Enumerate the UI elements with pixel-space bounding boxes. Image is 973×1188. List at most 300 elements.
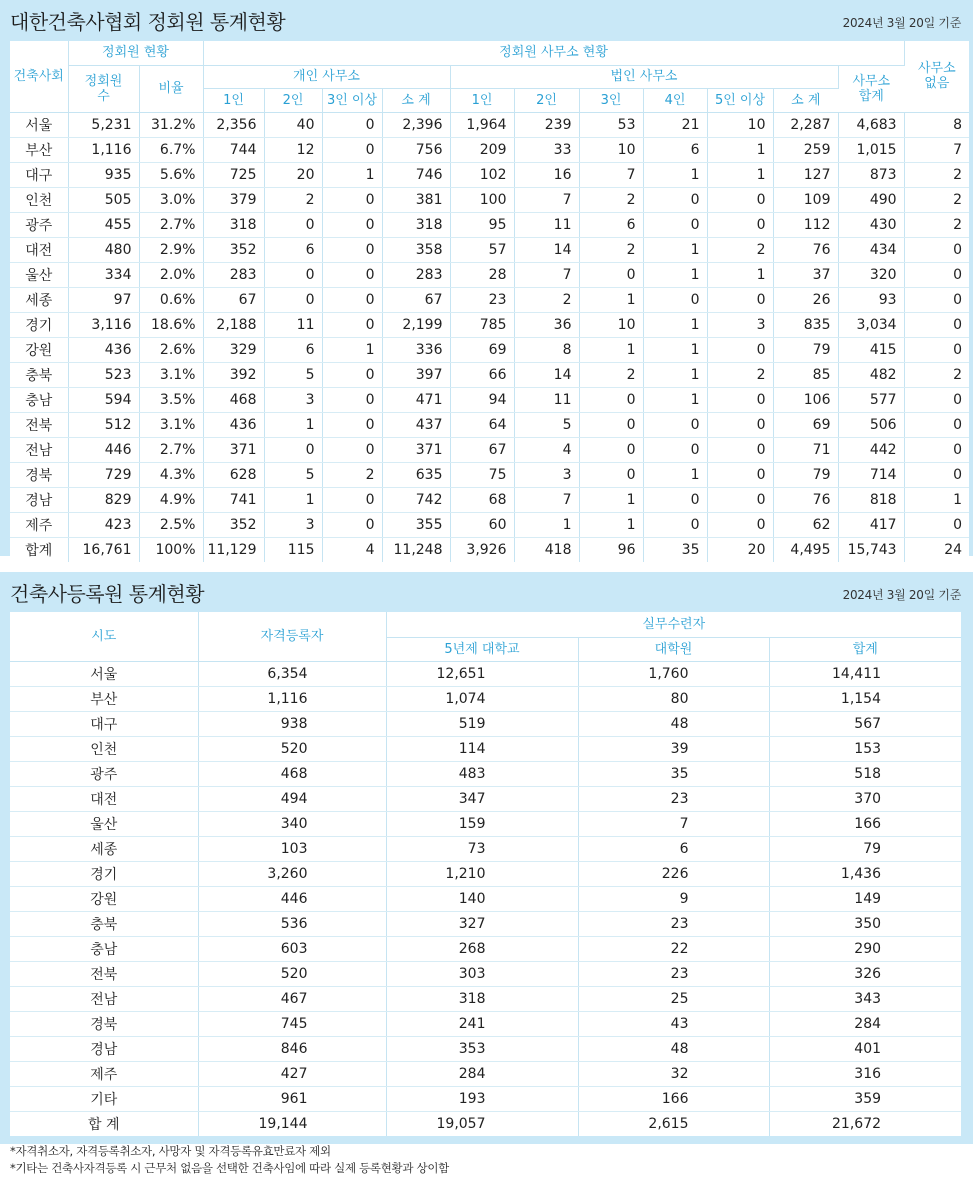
value-cell: 0 bbox=[707, 212, 773, 237]
region-cell: 경북 bbox=[10, 462, 68, 487]
value-cell: 2 bbox=[579, 187, 643, 212]
value-cell: 6 bbox=[643, 137, 707, 162]
region-cell: 인천 bbox=[10, 736, 198, 761]
value-cell: 3 bbox=[264, 512, 322, 537]
value-cell: 11 bbox=[514, 387, 579, 412]
value-cell: 127 bbox=[773, 162, 838, 187]
value-cell: 1 bbox=[322, 337, 382, 362]
value-cell: 379 bbox=[203, 187, 264, 212]
value-cell: 2.7% bbox=[139, 437, 203, 462]
value-cell: 1 bbox=[322, 162, 382, 187]
value-cell: 75 bbox=[450, 462, 514, 487]
value-cell: 873 bbox=[838, 162, 904, 187]
value-cell: 25 bbox=[578, 986, 769, 1011]
value-cell: 76 bbox=[773, 237, 838, 262]
value-cell: 417 bbox=[838, 512, 904, 537]
value-cell: 3.0% bbox=[139, 187, 203, 212]
value-cell: 756 bbox=[382, 137, 450, 162]
value-cell: 1,964 bbox=[450, 112, 514, 137]
region-cell: 기타 bbox=[10, 1086, 198, 1111]
header-office-status: 정회원 사무소 현황 bbox=[203, 41, 904, 65]
value-cell: 140 bbox=[386, 886, 578, 911]
value-cell: 7 bbox=[514, 487, 579, 512]
value-cell: 1,210 bbox=[386, 861, 578, 886]
value-cell: 26 bbox=[773, 287, 838, 312]
value-cell: 8 bbox=[904, 112, 969, 137]
value-cell: 115 bbox=[264, 537, 322, 562]
value-cell: 381 bbox=[382, 187, 450, 212]
value-cell: 14 bbox=[514, 362, 579, 387]
value-cell: 68 bbox=[450, 487, 514, 512]
header-graduate-school: 대학원 bbox=[578, 637, 769, 661]
value-cell: 520 bbox=[198, 961, 386, 986]
value-cell: 0 bbox=[904, 312, 969, 337]
value-cell: 0 bbox=[904, 337, 969, 362]
value-cell: 22 bbox=[578, 936, 769, 961]
value-cell: 2.7% bbox=[139, 212, 203, 237]
value-cell: 0 bbox=[264, 262, 322, 287]
header-ratio: 비율 bbox=[139, 65, 203, 112]
value-cell: 112 bbox=[773, 212, 838, 237]
value-cell: 67 bbox=[203, 287, 264, 312]
value-cell: 1 bbox=[643, 237, 707, 262]
value-cell: 1 bbox=[643, 362, 707, 387]
value-cell: 5.6% bbox=[139, 162, 203, 187]
table-row bbox=[10, 387, 969, 412]
region-cell: 전남 bbox=[10, 437, 68, 462]
value-cell: 21,672 bbox=[832, 1115, 882, 1132]
value-cell: 490 bbox=[838, 187, 904, 212]
value-cell: 2 bbox=[904, 187, 969, 212]
value-cell: 0 bbox=[322, 137, 382, 162]
table-row bbox=[10, 661, 961, 686]
value-cell: 0 bbox=[322, 487, 382, 512]
value-cell: 12 bbox=[264, 137, 322, 162]
value-cell: 0 bbox=[904, 462, 969, 487]
member-stats-table bbox=[10, 41, 969, 562]
table-row bbox=[10, 512, 969, 537]
header-trainee: 실무수련자 bbox=[386, 612, 961, 637]
value-cell: 427 bbox=[198, 1061, 386, 1086]
region-cell: 세종 bbox=[10, 287, 68, 312]
value-cell: 2 bbox=[707, 362, 773, 387]
value-cell: 284 bbox=[386, 1061, 578, 1086]
region-cell: 전남 bbox=[10, 986, 198, 1011]
value-cell: 67 bbox=[382, 287, 450, 312]
value-cell: 729 bbox=[68, 462, 139, 487]
value-cell: 10 bbox=[707, 112, 773, 137]
value-cell: 785 bbox=[450, 312, 514, 337]
value-cell: 16 bbox=[514, 162, 579, 187]
value-cell: 468 bbox=[198, 761, 386, 786]
member-stats-panel bbox=[0, 0, 973, 559]
table-row bbox=[10, 811, 961, 836]
value-cell: 0 bbox=[707, 387, 773, 412]
region-cell: 충남 bbox=[10, 387, 68, 412]
region-cell: 광주 bbox=[10, 761, 198, 786]
value-cell: 316 bbox=[769, 1061, 961, 1086]
value-cell: 102 bbox=[450, 162, 514, 187]
value-cell: 480 bbox=[68, 237, 139, 262]
value-cell: 471 bbox=[382, 387, 450, 412]
value-cell: 7 bbox=[578, 811, 769, 836]
value-cell: 4,495 bbox=[773, 537, 838, 562]
value-cell: 0 bbox=[707, 187, 773, 212]
value-cell: 0 bbox=[322, 262, 382, 287]
value-cell: 66 bbox=[450, 362, 514, 387]
value-cell: 114 bbox=[386, 736, 578, 761]
value-cell: 11 bbox=[264, 312, 322, 337]
region-cell: 경기 bbox=[10, 312, 68, 337]
region-cell: 합계 bbox=[10, 537, 68, 562]
value-cell: 371 bbox=[203, 437, 264, 462]
header-ind-subtotal: 소 계 bbox=[382, 88, 450, 112]
value-cell: 347 bbox=[386, 786, 578, 811]
region-cell: 충북 bbox=[10, 362, 68, 387]
table-row bbox=[10, 961, 961, 986]
table-row bbox=[10, 911, 961, 936]
value-cell: 2,188 bbox=[203, 312, 264, 337]
value-cell: 2,396 bbox=[382, 112, 450, 137]
value-cell: 829 bbox=[68, 487, 139, 512]
region-cell: 울산 bbox=[10, 811, 198, 836]
value-cell: 6 bbox=[579, 212, 643, 237]
value-cell: 1 bbox=[707, 137, 773, 162]
region-cell: 세종 bbox=[10, 836, 198, 861]
value-cell: 2,356 bbox=[203, 112, 264, 137]
header-corp-5plus: 5인 이상 bbox=[707, 88, 773, 112]
region-cell: 제주 bbox=[10, 512, 68, 537]
table-row bbox=[10, 437, 969, 462]
value-cell: 0 bbox=[322, 437, 382, 462]
value-cell: 94 bbox=[450, 387, 514, 412]
value-cell: 7 bbox=[514, 187, 579, 212]
value-cell: 7 bbox=[904, 137, 969, 162]
header-no-office: 사무소 없음 bbox=[904, 41, 969, 112]
value-cell: 85 bbox=[773, 362, 838, 387]
footnote-2: *기타는 건축사자격등록 시 근무처 없음을 선택한 건축사임에 따라 실제 등록현황과 상이함 bbox=[10, 1161, 449, 1175]
value-cell: 628 bbox=[203, 462, 264, 487]
region-cell: 제주 bbox=[10, 1061, 198, 1086]
value-cell: 2 bbox=[579, 237, 643, 262]
value-cell: 1,015 bbox=[838, 137, 904, 162]
region-cell: 합 계 bbox=[10, 1111, 198, 1136]
value-cell: 744 bbox=[203, 137, 264, 162]
header-region: 건축사회 bbox=[10, 41, 68, 112]
value-cell: 23 bbox=[578, 911, 769, 936]
value-cell: 28 bbox=[450, 262, 514, 287]
region-cell: 부산 bbox=[10, 686, 198, 711]
table-row bbox=[10, 287, 969, 312]
value-cell: 14 bbox=[514, 237, 579, 262]
value-cell: 2 bbox=[322, 462, 382, 487]
value-cell: 79 bbox=[769, 836, 961, 861]
table-row bbox=[10, 711, 961, 736]
table-row bbox=[10, 237, 969, 262]
region-cell: 울산 bbox=[10, 262, 68, 287]
value-cell: 3,116 bbox=[68, 312, 139, 337]
value-cell: 4 bbox=[514, 437, 579, 462]
value-cell: 33 bbox=[514, 137, 579, 162]
value-cell: 2 bbox=[707, 237, 773, 262]
value-cell: 6 bbox=[578, 836, 769, 861]
value-cell: 0 bbox=[643, 212, 707, 237]
region-cell: 경기 bbox=[10, 861, 198, 886]
region-cell: 경북 bbox=[10, 1011, 198, 1036]
value-cell: 334 bbox=[68, 262, 139, 287]
value-cell: 577 bbox=[838, 387, 904, 412]
region-cell: 대구 bbox=[10, 162, 68, 187]
value-cell: 415 bbox=[838, 337, 904, 362]
value-cell: 329 bbox=[203, 337, 264, 362]
value-cell: 437 bbox=[382, 412, 450, 437]
value-cell: 6 bbox=[264, 337, 322, 362]
value-cell: 283 bbox=[382, 262, 450, 287]
registration-stats-title: 건축사등록원 통계현황 bbox=[10, 582, 205, 606]
value-cell: 846 bbox=[198, 1036, 386, 1061]
header-corp-subtotal: 소 계 bbox=[773, 88, 838, 112]
value-cell: 14,411 bbox=[769, 661, 961, 686]
value-cell: 536 bbox=[198, 911, 386, 936]
value-cell: 100 bbox=[450, 187, 514, 212]
value-cell: 18.6% bbox=[139, 312, 203, 337]
value-cell: 352 bbox=[203, 512, 264, 537]
table-row bbox=[10, 1036, 961, 1061]
value-cell: 355 bbox=[382, 512, 450, 537]
table-row bbox=[10, 462, 969, 487]
table-row bbox=[10, 487, 969, 512]
value-cell: 455 bbox=[68, 212, 139, 237]
value-cell: 318 bbox=[386, 986, 578, 1011]
member-stats-date: 2024년 3월 20일 기준 bbox=[842, 16, 961, 30]
value-cell: 0 bbox=[322, 237, 382, 262]
header-corporate-office: 법인 사무소 bbox=[450, 65, 838, 88]
value-cell: 2,199 bbox=[382, 312, 450, 337]
value-cell: 1 bbox=[643, 312, 707, 337]
value-cell: 2.5% bbox=[139, 512, 203, 537]
value-cell: 467 bbox=[198, 986, 386, 1011]
value-cell: 1 bbox=[707, 162, 773, 187]
value-cell: 340 bbox=[198, 811, 386, 836]
header-corp-1: 1인 bbox=[450, 88, 514, 112]
value-cell: 436 bbox=[203, 412, 264, 437]
value-cell: 23 bbox=[450, 287, 514, 312]
region-cell: 인천 bbox=[10, 187, 68, 212]
footnote-1: *자격취소자, 자격등록취소자, 사망자 및 자격등록유효만료자 제외 bbox=[10, 1144, 331, 1158]
table-row bbox=[10, 861, 961, 886]
value-cell: 149 bbox=[769, 886, 961, 911]
value-cell: 2 bbox=[514, 287, 579, 312]
value-cell: 0 bbox=[904, 237, 969, 262]
value-cell: 392 bbox=[203, 362, 264, 387]
header-corp-2: 2인 bbox=[514, 88, 579, 112]
value-cell: 3 bbox=[707, 312, 773, 337]
value-cell: 418 bbox=[514, 537, 579, 562]
value-cell: 359 bbox=[769, 1086, 961, 1111]
value-cell: 2.6% bbox=[139, 337, 203, 362]
value-cell: 166 bbox=[578, 1086, 769, 1111]
value-cell: 290 bbox=[769, 936, 961, 961]
value-cell: 15,743 bbox=[838, 537, 904, 562]
value-cell: 0 bbox=[322, 287, 382, 312]
value-cell: 103 bbox=[198, 836, 386, 861]
value-cell: 0 bbox=[707, 512, 773, 537]
value-cell: 430 bbox=[838, 212, 904, 237]
value-cell: 3,926 bbox=[450, 537, 514, 562]
value-cell: 241 bbox=[386, 1011, 578, 1036]
value-cell: 358 bbox=[382, 237, 450, 262]
value-cell: 725 bbox=[203, 162, 264, 187]
value-cell: 434 bbox=[838, 237, 904, 262]
value-cell: 1 bbox=[643, 262, 707, 287]
value-cell: 20 bbox=[707, 537, 773, 562]
value-cell: 35 bbox=[643, 537, 707, 562]
table-row bbox=[10, 786, 961, 811]
value-cell: 2.9% bbox=[139, 237, 203, 262]
value-cell: 506 bbox=[838, 412, 904, 437]
region-cell: 경남 bbox=[10, 1036, 198, 1061]
value-cell: 436 bbox=[68, 337, 139, 362]
value-cell: 0 bbox=[904, 437, 969, 462]
value-cell: 446 bbox=[198, 886, 386, 911]
value-cell: 1 bbox=[643, 162, 707, 187]
value-cell: 6 bbox=[264, 237, 322, 262]
value-cell: 0 bbox=[264, 287, 322, 312]
value-cell: 0 bbox=[264, 437, 322, 462]
value-cell: 1 bbox=[264, 487, 322, 512]
value-cell: 5 bbox=[264, 362, 322, 387]
value-cell: 1 bbox=[707, 262, 773, 287]
value-cell: 0 bbox=[643, 412, 707, 437]
value-cell: 336 bbox=[382, 337, 450, 362]
table-row bbox=[10, 886, 961, 911]
value-cell: 0 bbox=[322, 212, 382, 237]
table-row bbox=[10, 1011, 961, 1036]
value-cell: 5,231 bbox=[68, 112, 139, 137]
value-cell: 567 bbox=[769, 711, 961, 736]
value-cell: 5 bbox=[264, 462, 322, 487]
header-ind-3plus: 3인 이상 bbox=[322, 88, 382, 112]
region-cell: 서울 bbox=[10, 661, 198, 686]
value-cell: 11,129 bbox=[203, 537, 264, 562]
footnotes bbox=[10, 1143, 449, 1177]
value-cell: 64 bbox=[450, 412, 514, 437]
table-row bbox=[10, 736, 961, 761]
region-cell: 대전 bbox=[10, 237, 68, 262]
value-cell: 0 bbox=[707, 287, 773, 312]
value-cell: 79 bbox=[773, 337, 838, 362]
region-cell: 부산 bbox=[10, 137, 68, 162]
value-cell: 24 bbox=[944, 541, 963, 558]
value-cell: 193 bbox=[386, 1086, 578, 1111]
value-cell: 518 bbox=[769, 761, 961, 786]
value-cell: 16,761 bbox=[68, 537, 139, 562]
header-ind-2: 2인 bbox=[264, 88, 322, 112]
value-cell: 67 bbox=[450, 437, 514, 462]
value-cell: 1 bbox=[579, 487, 643, 512]
value-cell: 520 bbox=[198, 736, 386, 761]
value-cell: 1,116 bbox=[68, 137, 139, 162]
value-cell: 7 bbox=[579, 162, 643, 187]
table-row bbox=[10, 412, 969, 437]
table-row bbox=[10, 986, 961, 1011]
table-row bbox=[10, 337, 969, 362]
value-cell: 2.0% bbox=[139, 262, 203, 287]
value-cell: 0 bbox=[707, 462, 773, 487]
value-cell: 1,436 bbox=[769, 861, 961, 886]
value-cell: 635 bbox=[382, 462, 450, 487]
value-cell: 0 bbox=[579, 387, 643, 412]
table-row bbox=[10, 1086, 961, 1111]
value-cell: 284 bbox=[769, 1011, 961, 1036]
value-cell: 62 bbox=[773, 512, 838, 537]
value-cell: 2,287 bbox=[773, 112, 838, 137]
header-5yr-university: 5년제 대학교 bbox=[386, 637, 578, 661]
member-stats-title: 대한건축사협회 정회원 통계현황 bbox=[10, 10, 286, 34]
value-cell: 1 bbox=[643, 337, 707, 362]
value-cell: 494 bbox=[198, 786, 386, 811]
value-cell: 6,354 bbox=[198, 661, 386, 686]
table-row bbox=[10, 137, 969, 162]
value-cell: 3.5% bbox=[139, 387, 203, 412]
value-cell: 742 bbox=[382, 487, 450, 512]
value-cell: 326 bbox=[769, 961, 961, 986]
value-cell: 259 bbox=[773, 137, 838, 162]
value-cell: 76 bbox=[773, 487, 838, 512]
table-row bbox=[10, 1061, 961, 1086]
header-trainee-total: 합계 bbox=[769, 637, 961, 661]
table-row bbox=[10, 686, 961, 711]
value-cell: 442 bbox=[838, 437, 904, 462]
value-cell: 43 bbox=[578, 1011, 769, 1036]
value-cell: 0 bbox=[579, 437, 643, 462]
value-cell: 4.3% bbox=[139, 462, 203, 487]
registration-stats-table bbox=[10, 612, 961, 1136]
value-cell: 3 bbox=[514, 462, 579, 487]
value-cell: 1 bbox=[264, 412, 322, 437]
value-cell: 343 bbox=[769, 986, 961, 1011]
value-cell: 79 bbox=[773, 462, 838, 487]
value-cell: 93 bbox=[838, 287, 904, 312]
value-cell: 2 bbox=[904, 162, 969, 187]
value-cell: 21 bbox=[643, 112, 707, 137]
value-cell: 37 bbox=[773, 262, 838, 287]
table-row bbox=[10, 761, 961, 786]
value-cell: 0 bbox=[643, 487, 707, 512]
value-cell: 0 bbox=[707, 437, 773, 462]
value-cell: 2 bbox=[904, 212, 969, 237]
value-cell: 40 bbox=[264, 112, 322, 137]
value-cell: 48 bbox=[578, 711, 769, 736]
value-cell: 106 bbox=[773, 387, 838, 412]
header-individual-office: 개인 사무소 bbox=[203, 65, 450, 88]
registration-stats-panel bbox=[0, 572, 973, 1144]
value-cell: 2,615 bbox=[578, 1111, 769, 1136]
value-cell: 6.7% bbox=[139, 137, 203, 162]
value-cell: 0 bbox=[579, 462, 643, 487]
value-cell: 0 bbox=[322, 512, 382, 537]
value-cell: 0 bbox=[322, 112, 382, 137]
value-cell: 19,057 bbox=[386, 1111, 578, 1136]
table-row bbox=[10, 112, 969, 137]
value-cell: 0 bbox=[579, 262, 643, 287]
value-cell: 80 bbox=[578, 686, 769, 711]
value-cell: 4 bbox=[322, 537, 382, 562]
value-cell: 2 bbox=[264, 187, 322, 212]
value-cell: 327 bbox=[386, 911, 578, 936]
value-cell: 519 bbox=[386, 711, 578, 736]
value-cell: 20 bbox=[264, 162, 322, 187]
